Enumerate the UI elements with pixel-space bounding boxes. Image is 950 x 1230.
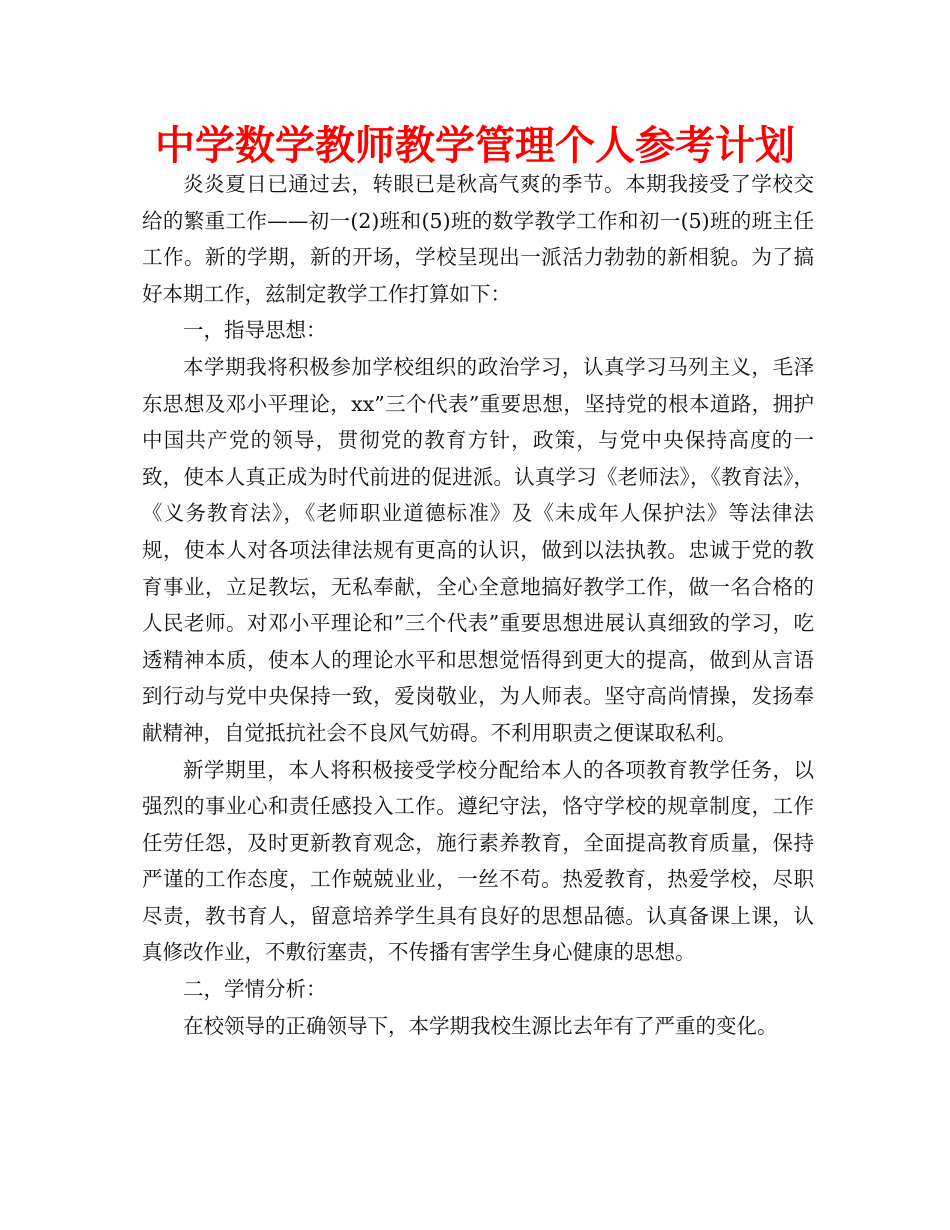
section-heading-student-analysis: 二，学情分析：	[183, 977, 327, 1002]
section-heading-guiding-thought: 一，指导思想：	[183, 318, 327, 343]
document-title: 中学数学教师教学管理个人参考计划	[155, 123, 795, 169]
paragraph-intro: 炎炎夏日已通过去，转眼已是秋高气爽的季节。本期我接受了学校交给的繁重工作——初一(2)班和(5)班的数学教学工作和初一(5)班的班主任工作。新的学期，新的开场，学校呈现出一派活力勃勃的新相貌。为了搞好本期工作，兹制定教学工作打算如下：	[142, 172, 814, 306]
document-body	[142, 166, 814, 1044]
paragraph-student-analysis: 在校领导的正确领导下，本学期我校生源比去年有了严重的变化。	[183, 1013, 778, 1038]
paragraph-guiding-thought: 本学期我将积极参加学校组织的政治学习，认真学习马列主义，毛泽东思想及邓小平理论，xx”三个代表”重要思想，坚持党的根本道路，拥护中国共产党的领导，贯彻党的教育方针，政策，与党中央保持高度的一致，使本人真正成为时代前进的促进派。认真学习《老师法》，《教育法》，《义务教育法》，《老师职业道德标准》及《未成年人保护法》等法律法规，使本人对各项法律法规有更高的认识，做到以法执教。忠诚于党的教育事业，立足教坛，无私奉献，全心全意地搞好教学工作，做一名合格的人民老师。对邓小平理论和”三个代表”重要思想进展认真细致的学习，吃透精神本质，使本人的理论水平和思想觉悟得到更大的提高，做到从言语到行动与党中央保持一致，爱岗敬业，为人师表。坚守高尚情操，发扬奉献精神，自觉抵抗社会不良风气妨碍。不利用职责之便谋取私利。	[142, 354, 814, 745]
paragraph-new-semester: 新学期里，本人将积极接受学校分配给本人的各项教育教学任务，以强烈的事业心和责任感投入工作。遵纪守法，恪守学校的规章制度，工作任劳任怨，及时更新教育观念，施行素养教育，全面提高教育质量，保持严谨的工作态度，工作兢兢业业，一丝不苟。热爱教育，热爱学校，尽职尽责，教书育人，留意培养学生具有良好的思想品德。认真备课上课，认真修改作业，不敷衍塞责，不传播有害学生身心健康的思想。	[142, 757, 814, 965]
